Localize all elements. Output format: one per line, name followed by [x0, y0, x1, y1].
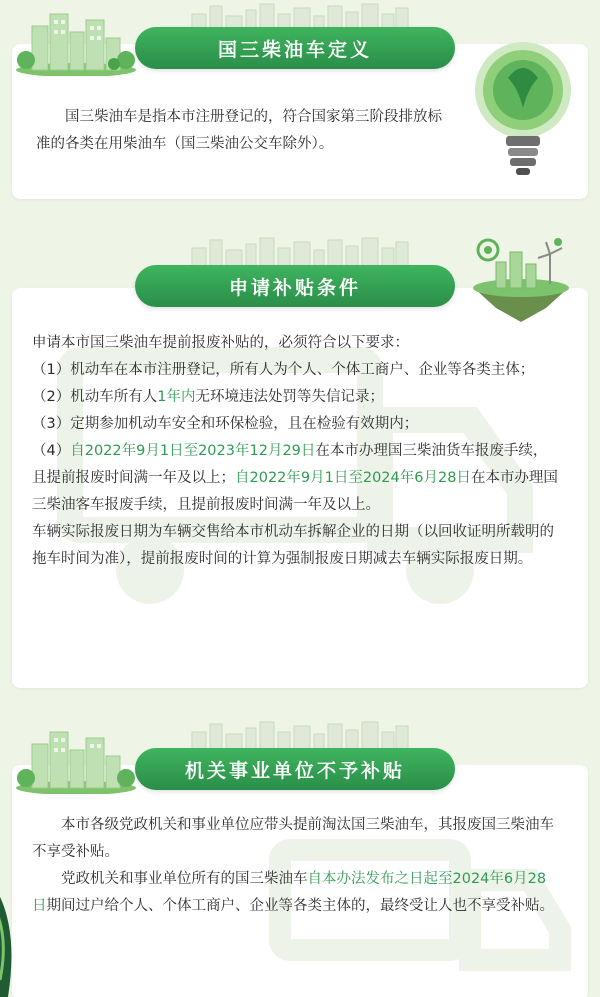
condition-item-4: （4）自2022年9月1日至2023年12月29日在本市办理国三柴油货车报废手续，且提前报废时间满一年及以上；自2022年9月1日至2024年6月28日在本市办理国三柴油客车报废手续，且提前报废时间满一年及以上。 — [32, 443, 558, 513]
skyline-decoration-icon — [190, 236, 410, 266]
condition-item-2: （2）机动车所有人1年内无环境违法处罚等失信记录； — [32, 389, 384, 405]
agencies-body — [32, 812, 560, 920]
conditions-body — [32, 330, 560, 573]
leaf-swoosh-icon — [0, 880, 20, 997]
conditions-note: 车辆实际报废日期为车辆交售给本市机动车拆解企业的日期（以回收证明所载明的拖车时间为准），提前报废时间的计算为强制报废日期减去车辆实际报废日期。 — [32, 524, 554, 567]
definition-body: 国三柴油车是指本市注册登记的，符合国家第三阶段排放标准的各类在用柴油车（国三柴油公交车除外）。 — [36, 109, 442, 152]
agencies-para-2: 党政机关和事业单位所有的国三柴油车自本办法发布之日起至2024年6月28日期间过户给个人、个体工商户、企业等各类主体的，最终受让人也不享受补贴。 — [32, 871, 554, 914]
agencies-title: 机关事业单位不予补贴 — [135, 748, 455, 790]
conditions-intro: 申请本市国三柴油车提前报废补贴的，必须符合以下要求： — [32, 335, 409, 351]
light-bulb-icon — [468, 38, 578, 188]
skyline-decoration-icon — [190, 720, 410, 750]
green-city-icon — [14, 4, 139, 76]
green-city-icon — [14, 722, 139, 794]
condition-item-1: （1）机动车在本市注册登记，所有人为个人、个体工商户、企业等各类主体； — [32, 362, 535, 378]
agencies-para-1: 本市各级党政机关和事业单位应带头提前淘汰国三柴油车，其报废国三柴油车不享受补贴。 — [32, 817, 554, 860]
condition-item-3: （3）定期参加机动车安全和环保检验，且在检验有效期内； — [32, 416, 419, 432]
conditions-title: 申请补贴条件 — [135, 265, 455, 307]
floating-eco-island-icon — [466, 234, 576, 324]
definition-title: 国三柴油车定义 — [135, 27, 455, 69]
